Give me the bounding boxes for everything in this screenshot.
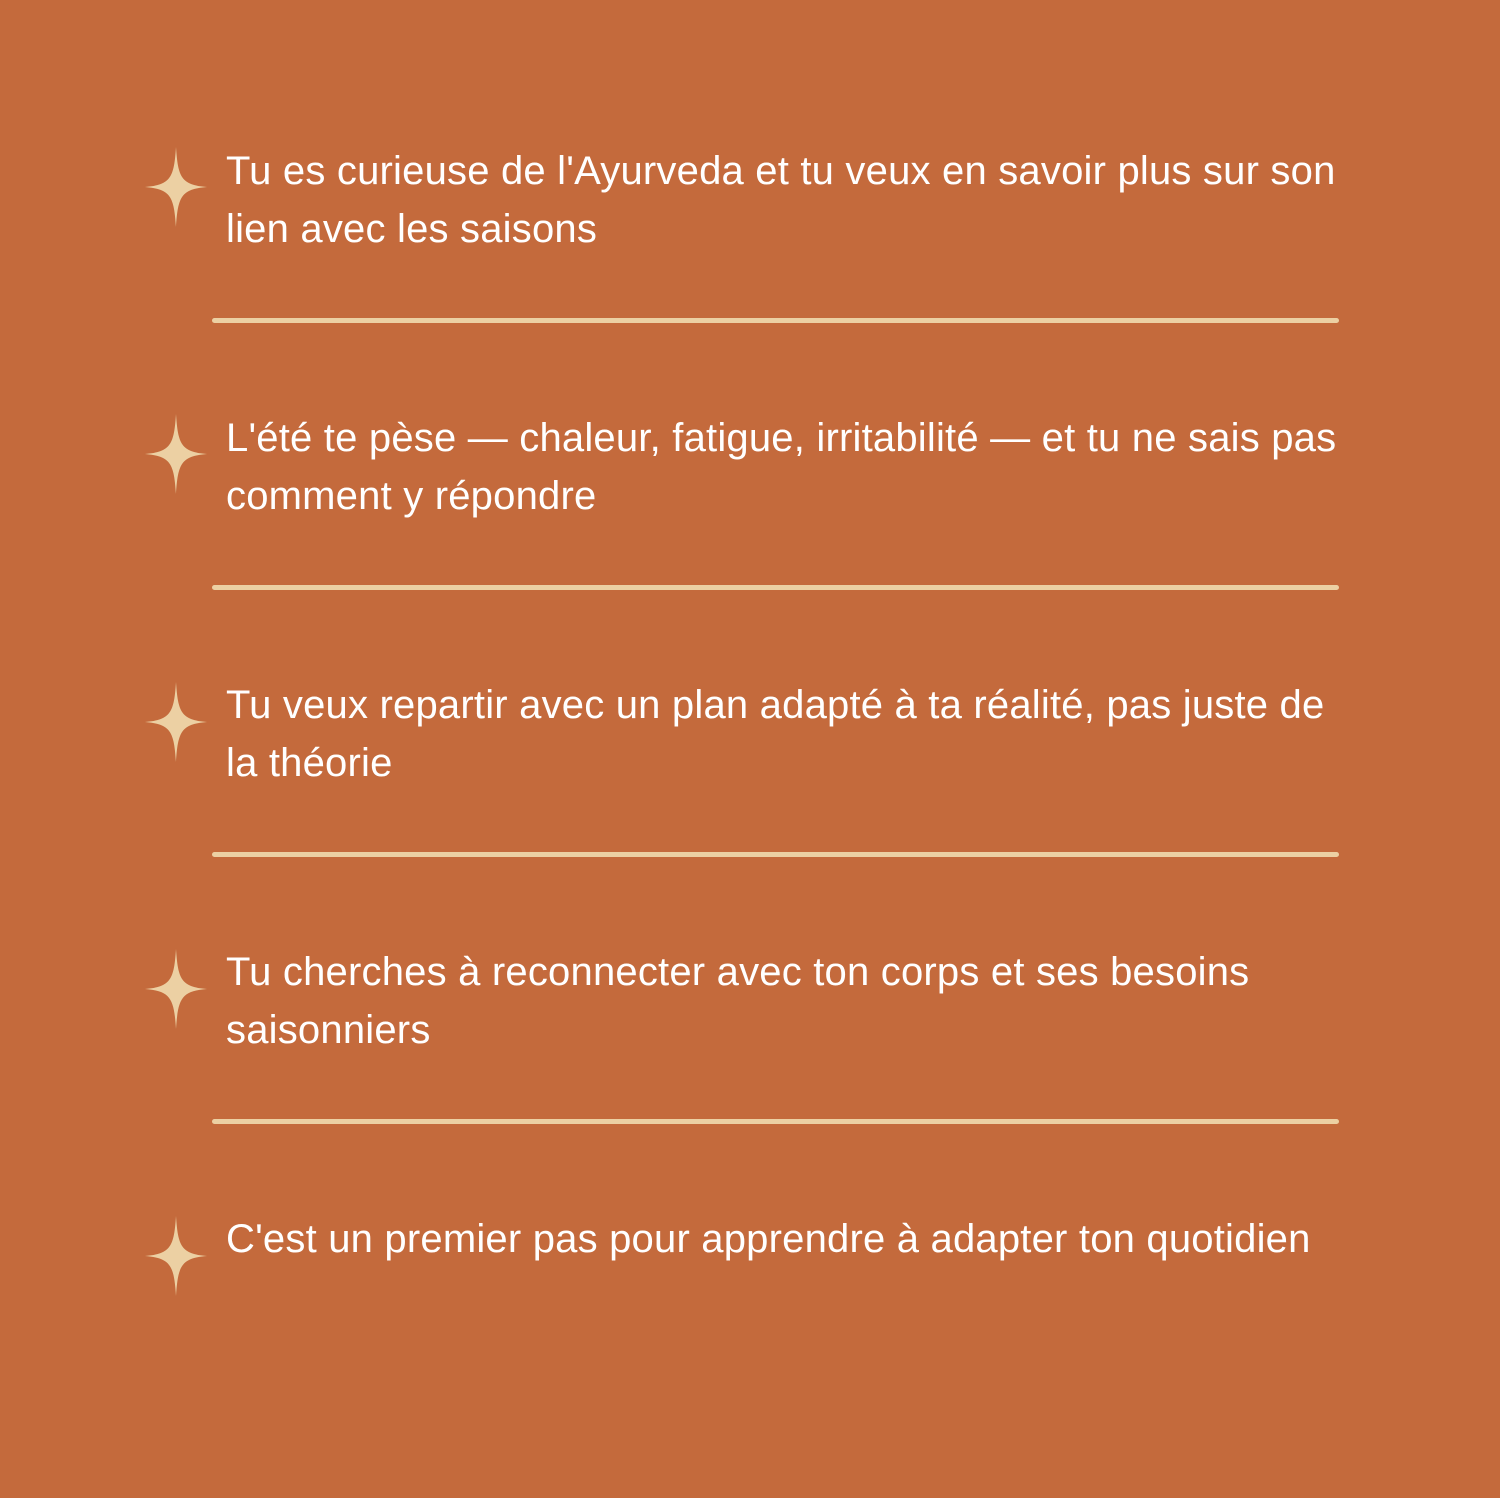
sparkle-icon [145, 414, 207, 494]
sparkle-icon [145, 949, 207, 1029]
sparkle-icon [145, 147, 207, 227]
divider [212, 852, 1339, 857]
divider [212, 318, 1339, 323]
divider [212, 1119, 1339, 1124]
list-item-text: C'est un premier pas pour apprendre à adapter ton quotidien [226, 1217, 1311, 1261]
list-item-text: Tu veux repartir avec un plan adapté à ta réalité, pas juste de la théorie [226, 683, 1325, 785]
divider [212, 585, 1339, 590]
list-item-text: Tu cherches à reconnecter avec ton corps et ses besoins saisonniers [226, 950, 1250, 1052]
list-item-text: L'été te pèse — chaleur, fatigue, irritabilité — et tu ne sais pas comment y répondre [226, 416, 1337, 518]
sparkle-icon [145, 1216, 207, 1296]
sparkle-icon [145, 682, 207, 762]
list-item-text: Tu es curieuse de l'Ayurveda et tu veux en savoir plus sur son lien avec les saisons [226, 149, 1336, 251]
